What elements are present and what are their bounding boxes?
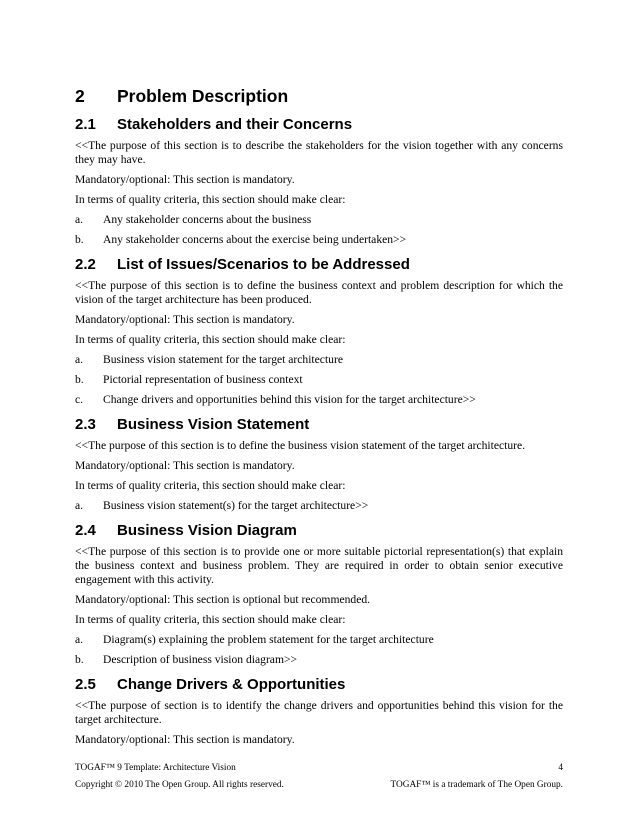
- footer-template-name: TOGAF™ 9 Template: Architecture Vision: [75, 763, 236, 773]
- list-item: [75, 353, 563, 367]
- list-item: [75, 213, 563, 227]
- list-marker: a.: [75, 213, 84, 226]
- list-marker: b.: [75, 233, 84, 246]
- list-item: [75, 233, 563, 247]
- section-number: 2.2: [75, 256, 96, 273]
- purpose-text: <<The purpose of this section is to define the business vision statement of the target architecture.: [75, 439, 526, 452]
- section-title: Business Vision Statement: [117, 416, 310, 433]
- section-title: Change Drivers & Opportunities: [117, 676, 346, 693]
- criteria-text: In terms of quality criteria, this section should make clear:: [75, 479, 346, 492]
- criteria-text: In terms of quality criteria, this section should make clear:: [75, 193, 346, 206]
- list-text: Diagram(s) explaining the problem statement for the target architecture: [103, 633, 434, 646]
- section-2-2: [75, 255, 563, 407]
- chapter-heading: [75, 85, 563, 107]
- criteria-text: In terms of quality criteria, this section should make clear:: [75, 613, 346, 626]
- section-heading: [75, 521, 563, 540]
- section-2-4: [75, 521, 563, 667]
- list-marker: c.: [75, 393, 84, 406]
- mandatory-text: Mandatory/optional: This section is mandatory.: [75, 173, 295, 186]
- list-item: [75, 633, 563, 647]
- section-title: List of Issues/Scenarios to be Addressed: [117, 256, 410, 273]
- list-marker: a.: [75, 499, 84, 512]
- footer-row-bottom: [75, 779, 563, 791]
- section-number: 2.3: [75, 416, 96, 433]
- list-item: [75, 499, 563, 513]
- mandatory-text: Mandatory/optional: This section is mandatory.: [75, 459, 295, 472]
- purpose-text: <<The purpose of section is to identify the change drivers and opportunities behind this vision for the target architecture.: [75, 699, 563, 726]
- section-2-1: [75, 115, 563, 247]
- footer-row-top: [75, 762, 563, 774]
- list-item: [75, 653, 563, 667]
- list-text: Description of business vision diagram>>: [103, 653, 298, 666]
- section-title: Stakeholders and their Concerns: [117, 116, 353, 133]
- purpose-text: <<The purpose of this section is to provide one or more suitable pictorial representation(s) that explain the business context and business problem. They are required in order to obtain senior executive engagement with this activity.: [75, 545, 563, 586]
- page-body: [75, 85, 563, 753]
- footer-trademark: TOGAF™ is a trademark of The Open Group.: [390, 780, 563, 790]
- list-item: [75, 373, 563, 387]
- mandatory-text: Mandatory/optional: This section is mandatory.: [75, 733, 295, 746]
- section-number: 2.1: [75, 116, 96, 133]
- list-text: Any stakeholder concerns about the business: [103, 213, 312, 226]
- list-text: Any stakeholder concerns about the exercise being undertaken>>: [103, 233, 407, 246]
- page-number: 4: [558, 763, 563, 773]
- section-heading: [75, 115, 563, 134]
- page-footer: [75, 762, 563, 796]
- mandatory-text: Mandatory/optional: This section is optional but recommended.: [75, 593, 371, 606]
- list-item: [75, 393, 563, 407]
- section-number: 2.4: [75, 522, 96, 539]
- purpose-text: <<The purpose of this section is to describe the stakeholders for the vision together with any concerns they may have.: [75, 139, 563, 166]
- list-text: Business vision statement for the target architecture: [103, 353, 343, 366]
- section-heading: [75, 255, 563, 274]
- list-marker: a.: [75, 633, 84, 646]
- section-heading: [75, 415, 563, 434]
- section-number: 2.5: [75, 676, 96, 693]
- purpose-text: <<The purpose of this section is to define the business context and problem description for which the vision of the target architecture has been produced.: [75, 279, 563, 306]
- chapter-number: 2: [75, 86, 85, 106]
- list-marker: a.: [75, 353, 84, 366]
- mandatory-text: Mandatory/optional: This section is mandatory.: [75, 313, 295, 326]
- section-2-5: [75, 675, 563, 747]
- section-title: Business Vision Diagram: [117, 522, 297, 539]
- chapter-title: Problem Description: [117, 86, 289, 106]
- list-marker: b.: [75, 653, 84, 666]
- footer-copyright: Copyright © 2010 The Open Group. All rights reserved.: [75, 780, 284, 790]
- section-2-3: [75, 415, 563, 513]
- list-marker: b.: [75, 373, 84, 386]
- list-text: Pictorial representation of business context: [103, 373, 303, 386]
- section-heading: [75, 675, 563, 694]
- list-text: Change drivers and opportunities behind this vision for the target architecture>>: [103, 393, 476, 406]
- list-text: Business vision statement(s) for the target architecture>>: [103, 499, 369, 512]
- criteria-text: In terms of quality criteria, this section should make clear:: [75, 333, 346, 346]
